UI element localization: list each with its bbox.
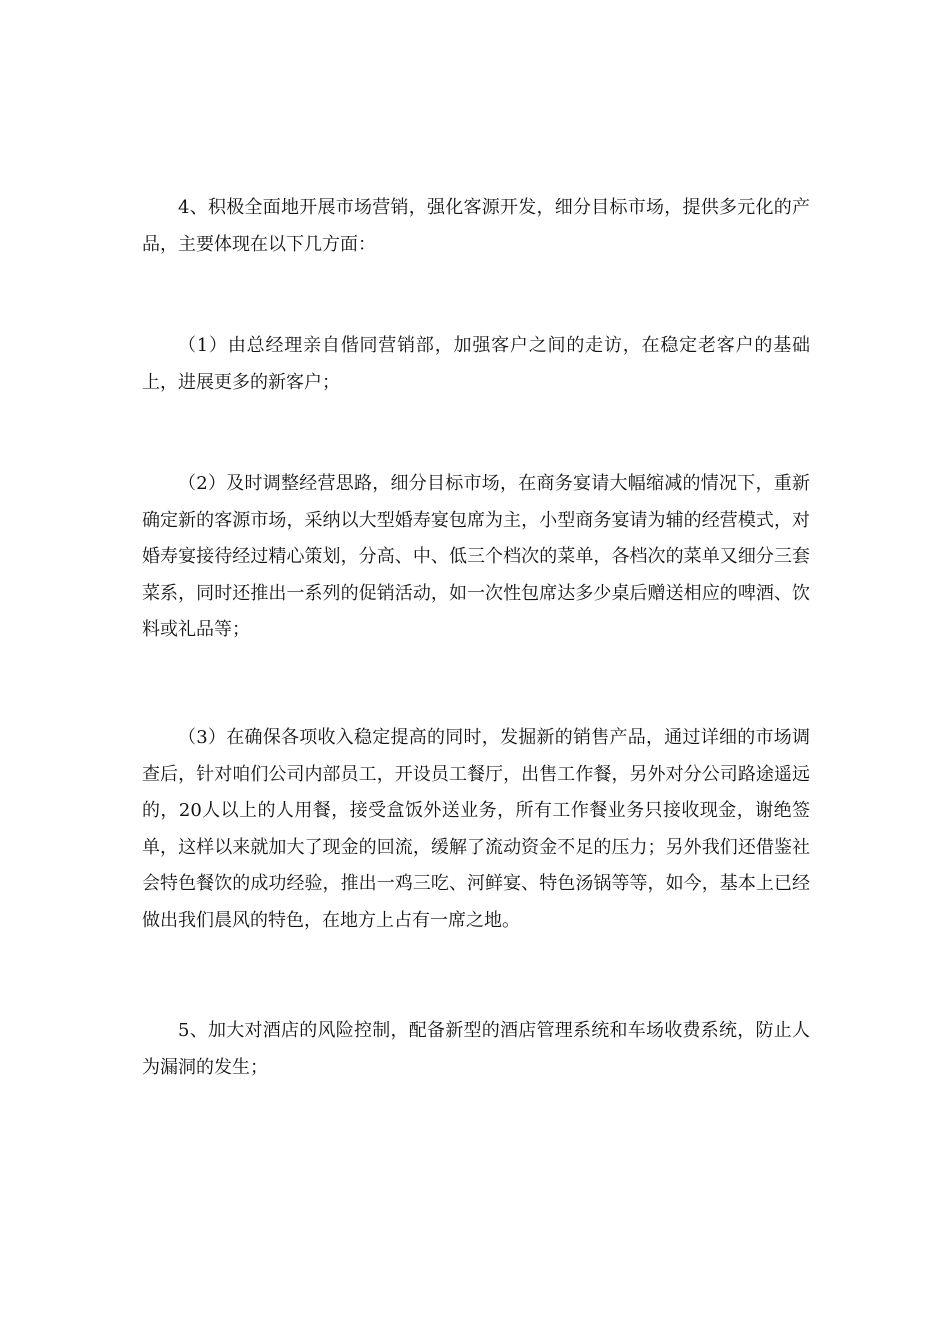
paragraph-subitem-3: （3）在确保各项收入稳定提高的同时，发掘新的销售产品，通过详细的市场调查后，针对咱们公司内部员工，开设员工餐厅，出售工作餐，另外对分公司路途遥远的，20人以上的人用餐，接受盒饭外送业务，所有工作餐业务只接收现金，谢绝签单，这样以来就加大了现金的回流，缓解了流动资金不足的压力；另外我们还借鉴社会特色餐饮的成功经验，推出一鸡三吃、河鲜宴、特色汤锅等等，如今，基本上已经做出我们晨风的特色，在地方上占有一席之地。 <box>142 727 810 931</box>
paragraph-item-5: 5、加大对酒店的风险控制，配备新型的酒店管理系统和车场收费系统，防止人为漏洞的发生； <box>142 1020 810 1078</box>
paragraph-item-4: 4、积极全面地开展市场营销，强化客源开发，细分目标市场，提供多元化的产品，主要体现在以下几方面： <box>142 197 810 255</box>
paragraph-subitem-1: （1）由总经理亲自偕同营销部，加强客户之间的走访，在稳定老客户的基础上，进展更多的新客户； <box>142 335 810 393</box>
paragraph-subitem-2: （2）及时调整经营思路，细分目标市场，在商务宴请大幅缩减的情况下，重新确定新的客源市场，采纳以大型婚寿宴包席为主，小型商务宴请为辅的经营模式，对婚寿宴接待经过精心策划，分高、中、低三个档次的菜单，各档次的菜单又细分三套菜系，同时还推出一系列的促销活动，如一次性包席达多少桌后赠送相应的啤酒、饮料或礼品等； <box>142 473 810 640</box>
